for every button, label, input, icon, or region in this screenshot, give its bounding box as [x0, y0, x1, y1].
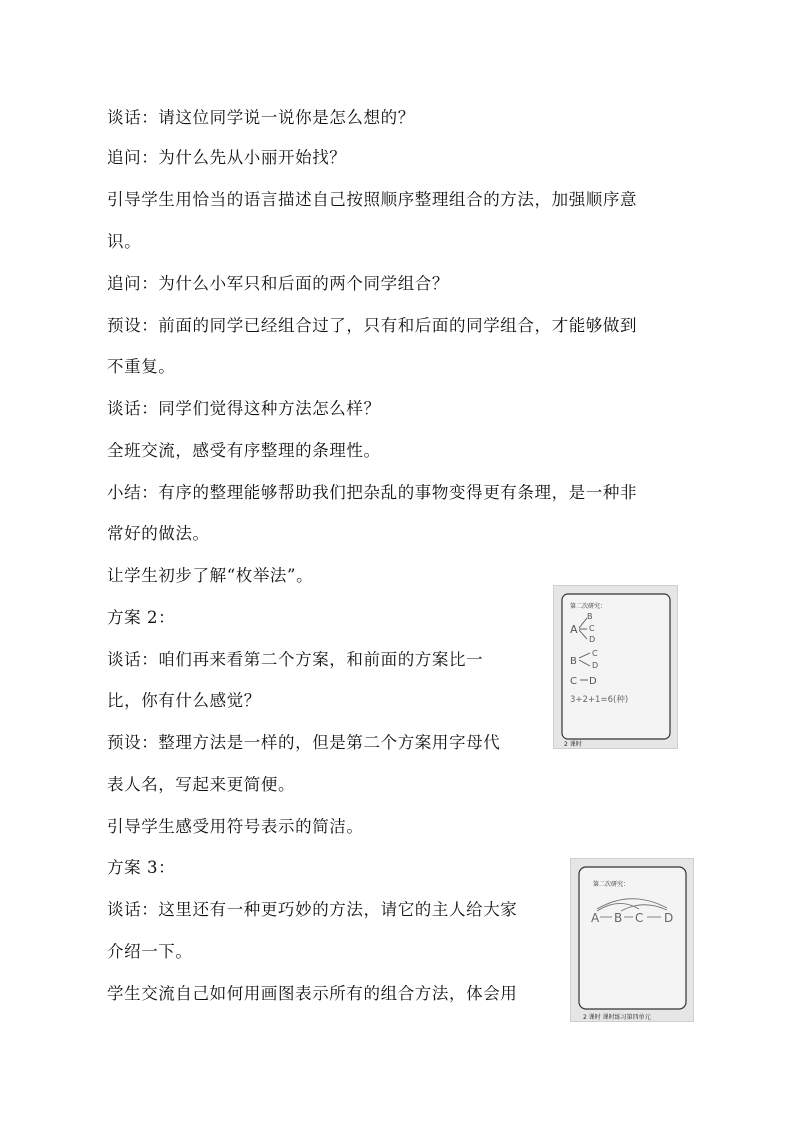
text-line: 谈话：同学们觉得这种方法怎么样？ [107, 399, 381, 418]
photo2-letter-d: D [664, 911, 674, 925]
text-line: 不重复。 [107, 357, 176, 376]
text-line: 介绍一下。 [107, 942, 193, 961]
photo1-letter-d2: D [592, 661, 599, 670]
photo1-letter-d3: D [589, 676, 597, 687]
photo1-letter-c: C [589, 624, 595, 633]
worksheet-photo-2 [570, 858, 694, 1022]
photo1-letter-a: A [570, 623, 578, 636]
photo1-sum: 3+2+1=6(种) [570, 695, 629, 705]
text-line: 让学生初步了解“枚举法”。 [107, 566, 314, 585]
text-line: 谈话：这里还有一种更巧妙的方法，请它的主人给大家 [107, 900, 518, 919]
photo1-footer: 2 课时 [564, 741, 582, 748]
text-line: 预设：前面的同学已经组合过了，只有和后面的同学组合，才能够做到 [107, 316, 638, 335]
photo1-letter-b2: B [570, 656, 577, 667]
text-line: 谈话：咱们再来看第二个方案，和前面的方案比一 [107, 650, 484, 669]
text-line: 引导学生用恰当的语言描述自己按照顺序整理组合的方法，加强顺序意 [107, 190, 638, 209]
text-line: 全班交流，感受有序整理的条理性。 [107, 441, 381, 460]
text-line: 方案 3： [107, 858, 176, 877]
photo1-heading: 第二次研究： [570, 603, 607, 610]
text-line: 常好的做法。 [107, 524, 210, 543]
photo2-heading: 第二次研究： [593, 881, 630, 888]
text-line: 谈话：请这位同学说一说你是怎么想的？ [107, 108, 415, 127]
text-line: 追问：为什么先从小丽开始找？ [107, 148, 347, 167]
photo1-letter-d: D [589, 635, 596, 644]
text-line: 预设：整理方法是一样的，但是第二个方案用字母代 [107, 733, 501, 752]
photo2-footer: 2 课时 课时练习第四单元 [583, 1014, 651, 1021]
photo1-letter-c3: C [570, 676, 577, 687]
text-line: 引导学生感受用符号表示的简洁。 [107, 817, 364, 836]
text-line: 小结：有序的整理能够帮助我们把杂乱的事物变得更有条理，是一种非 [107, 483, 638, 502]
photo2-letter-a: A [591, 911, 600, 925]
photo1-letter-b: B [587, 612, 593, 621]
text-line: 比，你有什么感觉？ [107, 691, 261, 710]
text-line: 学生交流自己如何用画图表示所有的组合方法，体会用 [107, 984, 518, 1003]
photo2-letter-c: C [635, 911, 644, 925]
worksheet-photo-1 [553, 585, 678, 749]
photo2-letter-b: B [614, 911, 623, 925]
text-line: 识。 [107, 232, 142, 251]
text-line: 表人名，写起来更简便。 [107, 775, 296, 794]
photo1-letter-c2: C [592, 649, 598, 658]
text-line: 追问：为什么小军只和后面的两个同学组合？ [107, 274, 449, 293]
text-line: 方案 2： [107, 608, 176, 627]
